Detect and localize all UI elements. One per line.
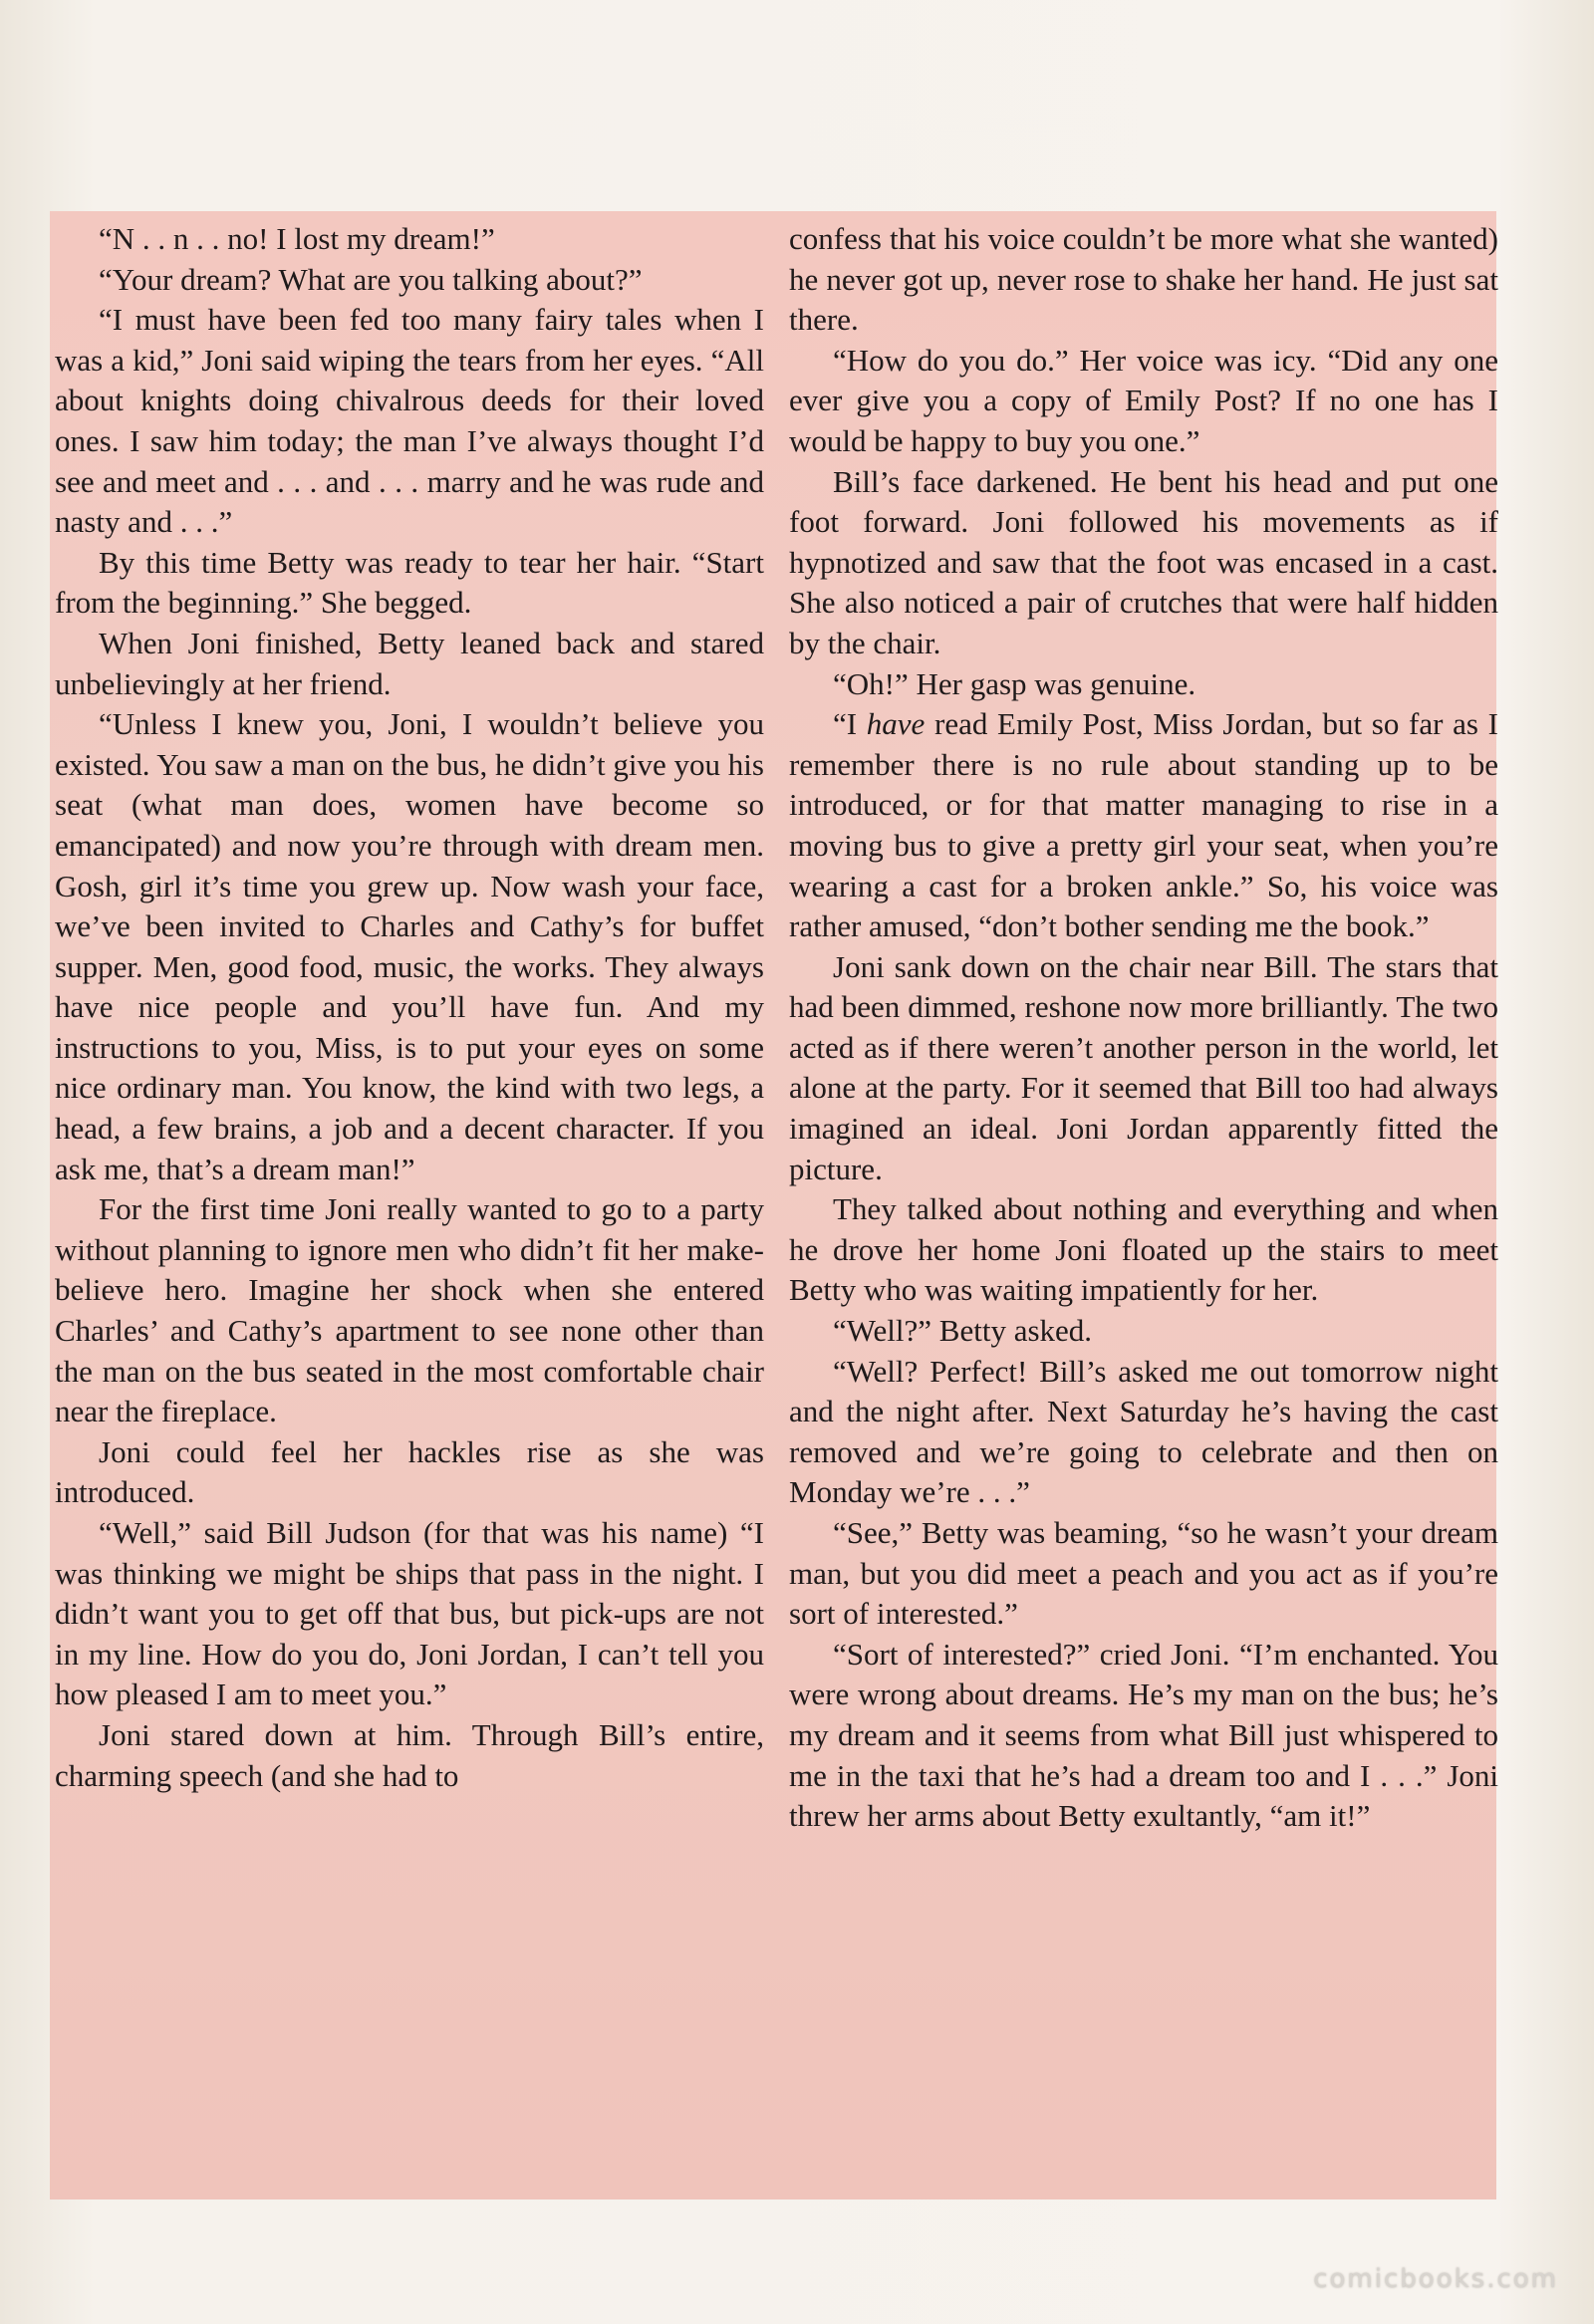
- paragraph: “Well? Perfect! Bill’s asked me out tomorrow night and the night after. Next Saturday he’s having the cast removed and we’re going to celebrate and then on Monday we’re . . .”: [789, 1353, 1498, 1510]
- paragraph: They talked about nothing and everything and when he drove her home Joni floated up the stairs to meet Betty who was waiting impatiently for her.: [789, 1191, 1498, 1308]
- paragraph-emily-post: [789, 704, 1498, 947]
- paragraph: “I must have been fed too many fairy tales when I was a kid,” Joni said wiping the tears from her eyes. “All about knights doing chivalrous deeds for their loved ones. I saw him today; the man I’ve always thought I’d see and meet and . . . and . . . marry and he was rude and nasty and . . .”: [55, 302, 764, 540]
- paragraph: “Well,” said Bill Judson (for that was his name) “I was thinking we might be ships that pass in the night. I didn’t want you to get off that bus, but pick-ups are not in my line. How do you do, Joni Jordan, I can’t tell you how pleased I am to meet you.”: [55, 1515, 764, 1712]
- right-column: [789, 219, 1498, 1837]
- text-run: read Emily Post, Miss Jordan, but so far as I remember there is no rule about standing up to be introduced, or for that matter managing to rise in a moving bus to give a pretty girl your seat, when you’re wearing a cast for a broken ankle.” So, his voice was rather amused, “don’t bother sending me the book.”: [789, 706, 1498, 944]
- story-text-block: [50, 211, 1496, 2199]
- paragraph: Joni stared down at him. Through Bill’s entire, charming speech (and she had to: [55, 1716, 764, 1793]
- emphasis-text: have: [866, 706, 926, 742]
- paragraph: “Oh!” Her gasp was genuine.: [833, 665, 1196, 701]
- left-column: [55, 219, 764, 1796]
- paragraph: “Well?” Betty asked.: [833, 1313, 1093, 1349]
- paragraph: “Unless I knew you, Joni, I wouldn’t believe you existed. You saw a man on the bus, he didn’t give you his seat (what man does, women have become so emancipated) and now you’re through with dream men. Gosh, girl it’s time you grew up. Now wash your face, we’ve been invited to Charles and Cathy’s for buffet supper. Men, good food, music, the works. They always have nice people and you’ll have fun. And my instructions to you, Miss, is to put your eyes on some nice ordinary man. You know, the kind with two legs, a head, a few brains, a job and a decent character. If you ask me, that’s a dream man!”: [55, 706, 764, 1186]
- paragraph: For the first time Joni really wanted to go to a party without planning to ignore men who didn’t fit her make-believe hero. Imagine her shock when she entered Charles’ and Cathy’s apartment to see none other than the man on the bus seated in the most comfortable chair near the fireplace.: [55, 1191, 764, 1429]
- paragraph: Bill’s face darkened. He bent his head and put one foot forward. Joni followed his movements as if hypnotized and saw that the foot was encased in a cast. She also noticed a pair of crutches that were half hidden by the chair.: [789, 463, 1498, 660]
- paragraph: “See,” Betty was beaming, “so he wasn’t your dream man, but you did meet a peach and you act as if you’re sort of interested.”: [789, 1515, 1498, 1632]
- paragraph: “N . . n . . no! I lost my dream!”: [99, 221, 495, 256]
- watermark: comicbooks.com: [1313, 2264, 1558, 2294]
- paragraph: Joni sank down on the chair near Bill. The stars that had been dimmed, reshone now more brilliantly. The two acted as if there weren’t another person in the world, let alone at the party. For it seemed that Bill too had always imagined an ideal. Joni Jordan apparently fitted the picture.: [789, 948, 1498, 1186]
- paragraph: By this time Betty was ready to tear her hair. “Start from the beginning.” She begged.: [55, 544, 764, 621]
- paragraph: Joni could feel her hackles rise as she was introduced.: [55, 1433, 764, 1510]
- text-run: “I: [833, 706, 867, 742]
- paragraph: “Your dream? What are you talking about?”: [99, 261, 643, 297]
- paragraph: “Sort of interested?” cried Joni. “I’m enchanted. You were wrong about dreams. He’s my man on the bus; he’s my dream and it seems from what Bill just whispered to me in the taxi that he’s had a dream too and I . . .” Joni threw her arms about Betty exultantly, “am it!”: [789, 1636, 1498, 1834]
- paragraph: When Joni finished, Betty leaned back and stared unbelievingly at her friend.: [55, 625, 764, 701]
- paragraph-continued: confess that his voice couldn’t be more what she wanted) he never got up, never rose to shake her hand. He just sat there.: [789, 221, 1498, 338]
- paragraph: “How do you do.” Her voice was icy. “Did any one ever give you a copy of Emily Post? If no one has I would be happy to buy you one.”: [789, 342, 1498, 458]
